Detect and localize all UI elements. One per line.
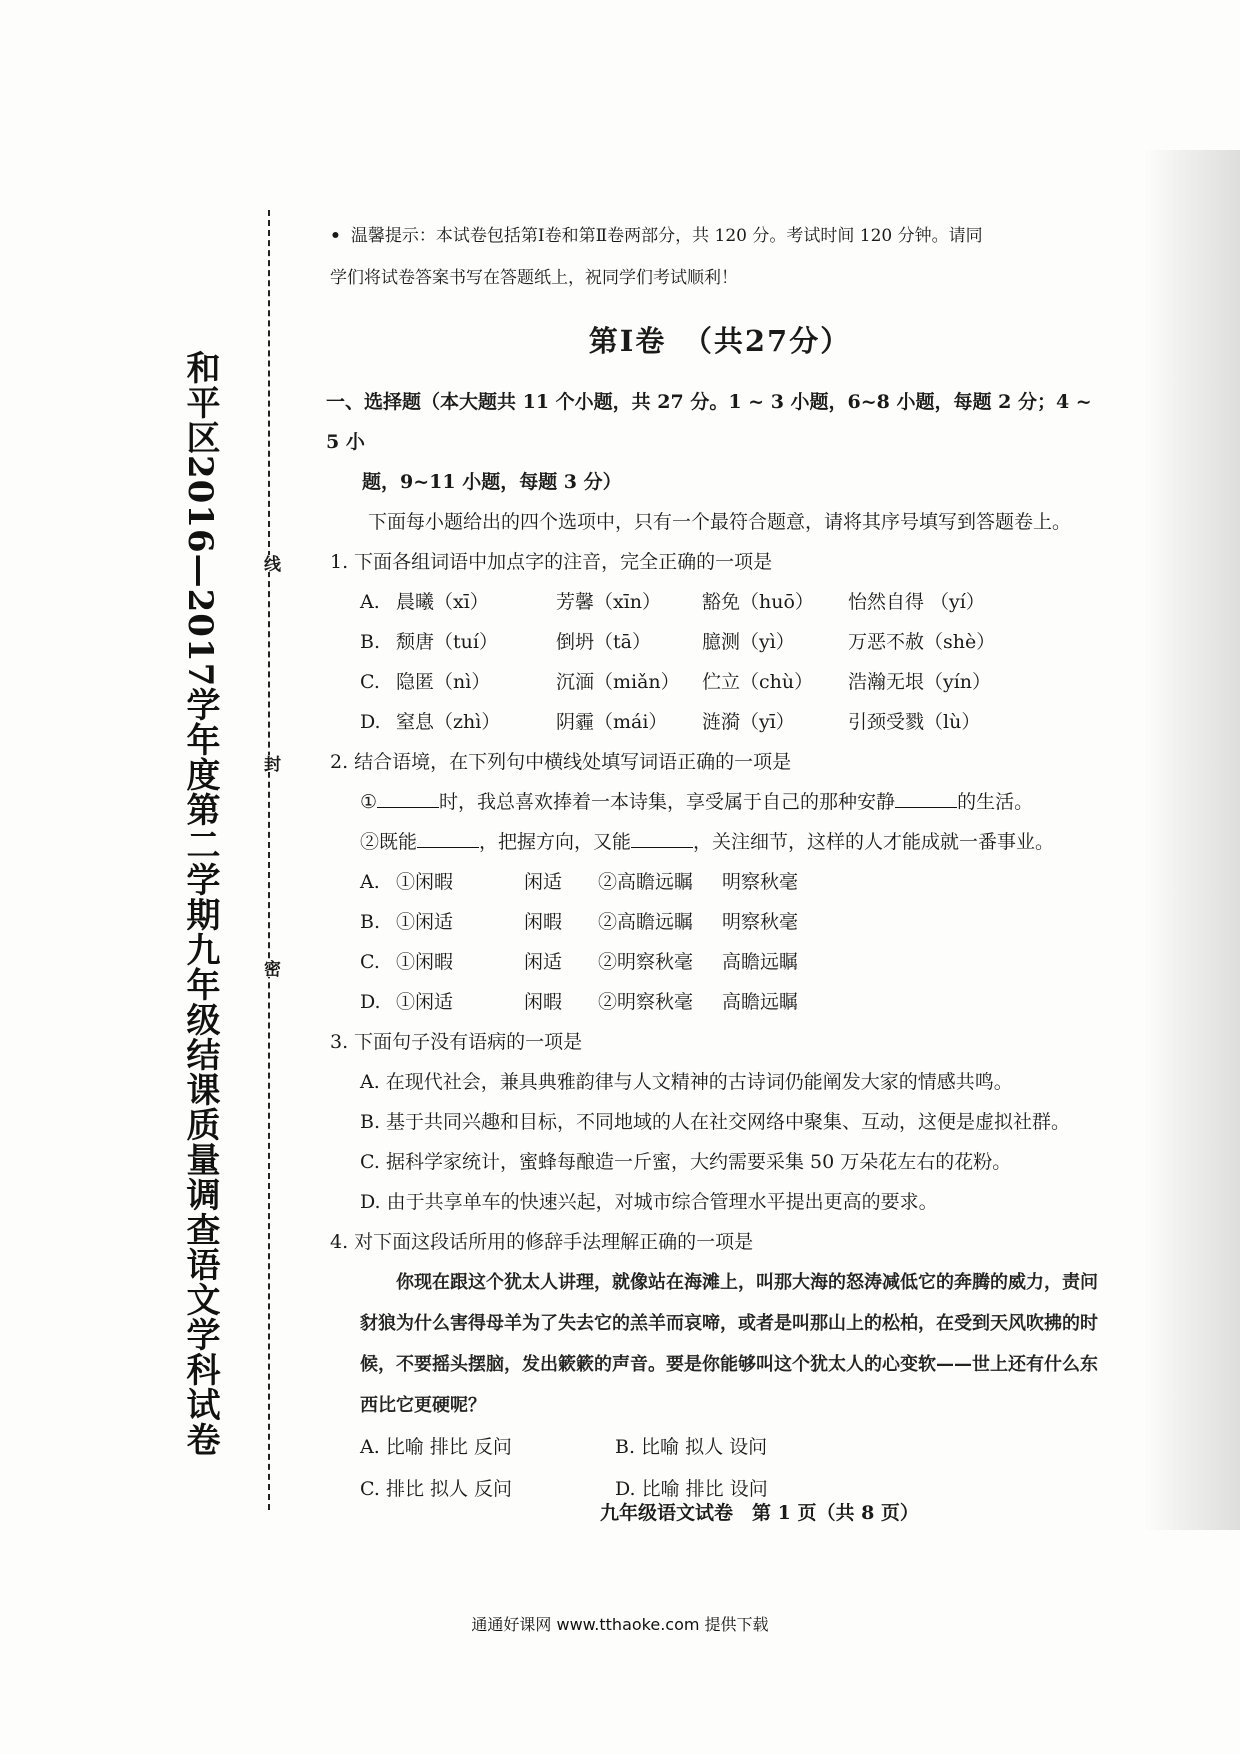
q1-option-item: 芳馨（xīn） bbox=[556, 591, 662, 613]
q2-option-label: A. bbox=[360, 871, 380, 893]
q2-option-item: 明察秋毫 bbox=[722, 911, 799, 933]
q2-option-label: C. bbox=[360, 951, 380, 973]
blank-line bbox=[895, 789, 957, 808]
q2-s2-b: ，把握方向，又能 bbox=[479, 831, 632, 853]
q1-option-item: 臆测（yì） bbox=[702, 631, 795, 653]
exam-content bbox=[326, 215, 1110, 1510]
blank-line bbox=[417, 829, 479, 848]
q2-s2-a: ②既能 bbox=[360, 831, 418, 853]
q1-option-item: 隐匿（nì） bbox=[396, 671, 491, 693]
q2-option-item: 闲暇 bbox=[524, 991, 563, 1013]
q1-options bbox=[330, 582, 1110, 742]
q1-option-label: D. bbox=[360, 711, 381, 733]
q1-option-row bbox=[330, 622, 1110, 662]
q4-option-a: A. 比喻 排比 反问 bbox=[360, 1436, 512, 1458]
notice-line2: 学们将试卷答案书写在答题纸上，祝同学们考试顺利！ bbox=[330, 268, 738, 288]
q2-option-label: B. bbox=[360, 911, 381, 933]
q1-title: 1. 下面各组词语中加点字的注音，完全正确的一项是 bbox=[330, 551, 773, 573]
q1-option-item: 怡然自得 （yí） bbox=[848, 591, 985, 613]
q2-option-item: ②明察秋毫 bbox=[598, 991, 694, 1013]
section-title: 第Ⅰ卷 （共27分） bbox=[588, 324, 852, 358]
q2-option-item: ①闲暇 bbox=[396, 871, 454, 893]
page-footer: 九年级语文试卷 第 1 页（共 8 页） bbox=[600, 1502, 919, 1524]
binding-mark-seal: 封 bbox=[255, 755, 283, 772]
q4-options-row1 bbox=[330, 1426, 1110, 1468]
q2-option-item: ①闲暇 bbox=[396, 951, 454, 973]
part1-heading bbox=[326, 382, 1110, 502]
q2-option-label: D. bbox=[360, 991, 381, 1013]
q2-option-row bbox=[330, 942, 1110, 982]
scan-shadow bbox=[1145, 150, 1240, 1530]
q1-option-item: 晨曦（xī） bbox=[396, 591, 489, 613]
q2-option-item: 闲适 bbox=[524, 871, 563, 893]
q2-option-row bbox=[330, 902, 1110, 942]
q4-option-c: C. 排比 拟人 反问 bbox=[360, 1478, 513, 1500]
part1-heading-line2: 题，9~11 小题，每题 3 分） bbox=[362, 471, 622, 493]
q2-option-item: 高瞻远瞩 bbox=[722, 951, 799, 973]
q3-title: 3. 下面句子没有语病的一项是 bbox=[330, 1031, 583, 1053]
q1-option-item: 涟漪（yī） bbox=[702, 711, 795, 733]
q2-option-item: 明察秋毫 bbox=[722, 871, 799, 893]
q1-option-item: 窒息（zhì） bbox=[396, 711, 501, 733]
q1-option-item: 浩瀚无垠（yín） bbox=[848, 671, 992, 693]
q1-option-item: 沉湎（miǎn） bbox=[556, 671, 680, 693]
q1-option-item: 伫立（chù） bbox=[702, 671, 814, 693]
q2-option-item: ①闲适 bbox=[396, 991, 454, 1013]
q1-option-item: 引颈受戮（lù） bbox=[848, 711, 981, 733]
q2-sentence2 bbox=[330, 822, 1110, 862]
q3-option-d: D. 由于共享单车的快速兴起，对城市综合管理水平提出更高的要求。 bbox=[360, 1191, 938, 1213]
q1-option-label: B. bbox=[360, 631, 381, 653]
bullet-dot: • bbox=[330, 226, 341, 246]
part1-heading-line1: 一、选择题（本大题共 11 个小题，共 27 分。1 ~ 3 小题，6~8 小题，每题 2 分；4 ~ 5 小 bbox=[326, 391, 1092, 453]
q2-s2-c: ，关注细节，这样的人才能成就一番事业。 bbox=[693, 831, 1055, 853]
q1-option-item: 颓唐（tuí） bbox=[396, 631, 498, 653]
q4-option-b: B. 比喻 拟人 设问 bbox=[615, 1436, 768, 1458]
binding-dashed-line bbox=[268, 210, 270, 1510]
q1-option-item: 豁免（huō） bbox=[702, 591, 814, 613]
q2-option-item: ①闲适 bbox=[396, 911, 454, 933]
q2-option-item: ②明察秋毫 bbox=[598, 951, 694, 973]
q4-option-d: D. 比喻 排比 设问 bbox=[615, 1478, 768, 1500]
q2-option-item: ②高瞻远瞩 bbox=[598, 871, 694, 893]
site-watermark: 通通好课网 www.tthaoke.com 提供下载 bbox=[471, 1615, 769, 1634]
q3-option-b: B. 基于共同兴趣和目标，不同地域的人在社交网络中聚集、互动，这便是虚拟社群。 bbox=[360, 1111, 1071, 1133]
q2-option-item: ②高瞻远瞩 bbox=[598, 911, 694, 933]
q2-option-row bbox=[330, 982, 1110, 1022]
q1-option-row bbox=[330, 662, 1110, 702]
q3-option-a: A. 在现代社会，兼具典雅韵律与人文精神的古诗词仍能阐发大家的情感共鸣。 bbox=[360, 1071, 1013, 1093]
q1-option-label: A. bbox=[360, 591, 380, 613]
q2-s1-a: ① bbox=[360, 791, 378, 813]
blank-line bbox=[377, 789, 439, 808]
blank-line bbox=[631, 829, 693, 848]
q1-option-item: 万恶不赦（shè） bbox=[848, 631, 996, 653]
notice-line1: 温馨提示：本试卷包括第Ⅰ卷和第Ⅱ卷两部分，共 120 分。考试时间 120 分钟。请同 bbox=[350, 226, 983, 246]
q4-title: 4. 对下面这段话所用的修辞手法理解正确的一项是 bbox=[330, 1231, 754, 1253]
q2-option-row bbox=[330, 862, 1110, 902]
part1-instruction: 下面每小题给出的四个选项中，只有一个最符合题意，请将其序号填写到答题卷上。 bbox=[368, 511, 1072, 533]
q2-s1-c: 的生活。 bbox=[957, 791, 1034, 813]
q1-option-row bbox=[330, 702, 1110, 742]
side-exam-title: 和平区2016—2017学年度第二学期九年级结课质量调查语文学科试卷 bbox=[180, 350, 220, 1458]
q2-option-item: 闲暇 bbox=[524, 911, 563, 933]
binding-mark-line: 线 bbox=[255, 555, 283, 572]
q1-option-item: 倒坍（tā） bbox=[556, 631, 651, 653]
q2-sentence1 bbox=[330, 782, 1110, 822]
q2-title: 2. 结合语境，在下列句中横线处填写词语正确的一项是 bbox=[330, 751, 792, 773]
q2-option-item: 闲适 bbox=[524, 951, 563, 973]
q2-options bbox=[330, 862, 1110, 1022]
q1-option-item: 阴霾（mái） bbox=[556, 711, 668, 733]
q2-option-item: 高瞻远瞩 bbox=[722, 991, 799, 1013]
q2-s1-b: 时，我总喜欢捧着一本诗集，享受属于自己的那种安静 bbox=[439, 791, 896, 813]
q1-option-row bbox=[330, 582, 1110, 622]
binding-mark-secret: 密 bbox=[255, 960, 283, 977]
q1-option-label: C. bbox=[360, 671, 380, 693]
notice bbox=[330, 215, 1110, 299]
q3-option-c: C. 据科学家统计，蜜蜂每酿造一斤蜜，大约需要采集 50 万朵花左右的花粉。 bbox=[360, 1151, 1012, 1173]
q4-passage: 你现在跟这个犹太人讲理，就像站在海滩上，叫那大海的怒涛减低它的奔腾的威力，责问豺狼为什么害得母羊为了失去它的羔羊而哀啼，或者是叫那山上的松柏，在受到天风吹拂的时候，不要摇头摆脑，发出簌簌的声音。要是你能够叫这个犹太人的心变软——世上还有什么东西比它更硬呢？ bbox=[360, 1272, 1098, 1416]
